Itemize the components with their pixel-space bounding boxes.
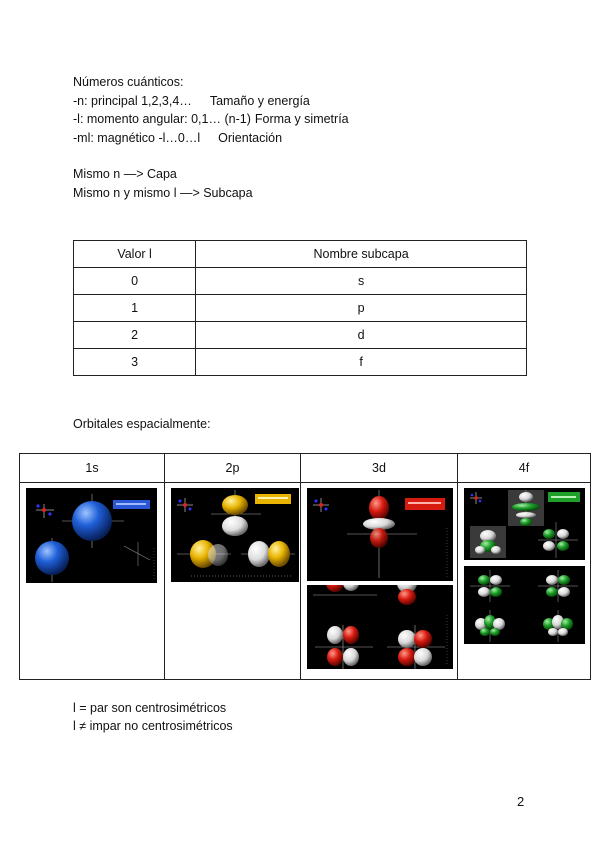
cell-subshell-name: f <box>196 349 527 376</box>
principal-number-text: -n: principal 1,2,3,4… <box>73 93 192 108</box>
intro-title: Números cuánticos: <box>73 75 184 89</box>
header-2p: 2p <box>165 454 301 483</box>
table-row <box>74 322 527 349</box>
table-row <box>74 349 527 376</box>
shell-rule: Mismo n —> Capa <box>73 167 177 182</box>
header-4f: 4f <box>458 454 591 483</box>
magnetic-number-line <box>73 129 349 148</box>
cell-l-value: 3 <box>74 349 196 376</box>
header-nombre-subcapa: Nombre subcapa <box>196 241 527 268</box>
orbital-4f-image-top <box>464 488 585 560</box>
even-l-note: l = par son centrosimétricos <box>73 701 227 715</box>
orbitals-section-title: Orbitales espacialmente: <box>73 417 211 431</box>
cell-subshell-name: s <box>196 268 527 295</box>
magnetic-number-text: -ml: magnético -l…0…l <box>73 130 201 145</box>
angular-number-line <box>73 110 349 129</box>
cell-l-value: 2 <box>74 322 196 349</box>
cell-subshell-name: d <box>196 322 527 349</box>
page-number: 2 <box>517 794 525 809</box>
magnetic-number-meaning: Orientación <box>218 130 283 145</box>
orbital-1s-image <box>26 488 157 583</box>
orbital-2p-image <box>171 488 299 582</box>
orbital-3d-image-bottom <box>307 585 453 669</box>
cell-l-value: 1 <box>74 295 196 322</box>
orbitals-table-header <box>20 454 591 483</box>
quantum-numbers-intro <box>73 73 349 203</box>
subshell-table-header <box>74 241 527 268</box>
cell-l-value: 0 <box>74 268 196 295</box>
principal-number-meaning: Tamaño y energía <box>209 93 310 108</box>
orbital-4f-image-bottom <box>464 566 585 644</box>
symmetry-notes <box>73 699 233 735</box>
header-1s: 1s <box>20 454 165 483</box>
subshell-table <box>73 240 527 376</box>
table-row <box>74 295 527 322</box>
angular-number-text: -l: momento angular: 0,1… (n-1) <box>73 112 251 127</box>
odd-l-note: l ≠ impar no centrosimétricos <box>73 719 233 733</box>
angular-number-meaning: Forma y simetría <box>254 112 349 127</box>
header-3d: 3d <box>301 454 458 483</box>
header-valor-l: Valor l <box>74 241 196 268</box>
cell-subshell-name: p <box>196 295 527 322</box>
table-row <box>74 268 527 295</box>
principal-number-line <box>73 92 349 111</box>
orbital-3d-image-top <box>307 488 453 581</box>
subshell-rule: Mismo n y mismo l —> Subcapa <box>73 185 253 200</box>
